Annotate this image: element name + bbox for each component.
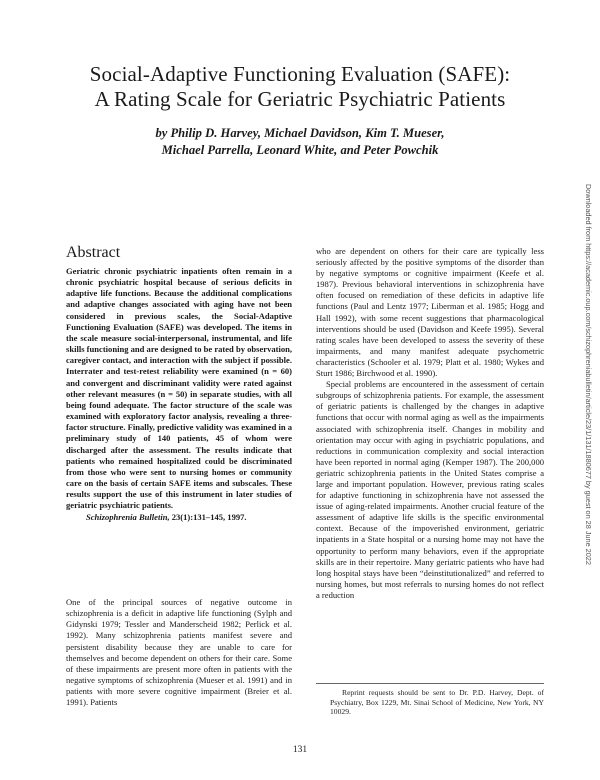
abstract-heading: Abstract (66, 244, 121, 261)
footnote: Reprint requests should be sent to Dr. P.D. Harvey, Dept. of Psychiatry, Box 1229, Mt. Sinai School of Medicine, New York, NY 10029. (330, 688, 544, 717)
download-sidebar (583, 184, 595, 624)
citation-details: 23(1):131–145, 1997. (169, 512, 247, 523)
title-line-1: Social-Adaptive Functioning Evaluation (SAFE): (89, 62, 511, 86)
authors-line-2: Michael Parrella, Leonard White, and Peter Powchik (161, 143, 439, 157)
title-line-2: A Rating Scale for Geriatric Psychiatric Patients (94, 87, 506, 111)
authors-line-1: by Philip D. Harvey, Michael Davidson, Kim T. Mueser, (155, 126, 445, 140)
abstract-citation (66, 512, 292, 523)
abstract-text: Geriatric chronic psychiatric inpatients often remain in a chronic psychiatric hospital because of serious deficits in adaptive life functions. Because the additional complications and adaptive changes associated with aging have not been considered in previous scales, the Social-Adaptive Functioning Evaluation (SAFE) was developed. The items in the scale measure social-interpersonal, instrumental, and life skills functioning and are designed to be rated by observation, caregiver contact, and interaction with the subject if possible. Interrater and test-retest reliability were examined (n = 60) and convergent and discriminant validity were rated against other relevant measures (n = 50) in separate studies, with all being found adequate. The factor structure of the scale was examined with exploratory factor analysis, revealing a three-factor structure. Finally, predictive validity was examined in a preliminary study of 140 patients, 45 of whom were discharged after the assessment. The results indicate that patients who remained hospitalized could be discriminated from those who were sent to nursing homes or community care on the basis of certain SAFE items and subscales. These results support the use of this instrument in later studies of geriatric psychiatric patients. (66, 266, 293, 511)
left-column-body (66, 597, 292, 709)
right-body-paragraph-2: Special problems are encountered in the assessment of certain subgroups of schizophrenia patients. For example, the assessment of geriatric patients is challenged by the changes in adaptive functions that occur with normal aging as well as the impairments associated with schizophrenia itself. Changes in mobility and orientation may occur with aging in psychiatric populations, and reductions in communication complexity and social interaction have been reported in normal aging (Kemper 1987). The 200,000 geriatric schizophrenia patients in the United States comprise a large and important population. However, previous rating scales for adaptive functioning in schizophrenia have not assessed the issue of aging-related impairments. Another crucial feature of the assessment of adaptive life skills is the specific environmental context. Because of the impoverished environment, geriatric inpatients in a State hospital or a nursing home may not have the opportunity to perform many behaviors, even if the appropriate skills are in their repertoire. Many geriatric patients who have had long hospital stays have been “deinstitutionalized” and referred to nursing homes, but most referrals to nursing homes do not reflect a reduction (316, 379, 544, 600)
download-notice: Downloaded from https://academic.oup.com/schizophreniabulletin/article/23/1/131/1880677 by guest on 28 June 2022 (584, 184, 593, 565)
right-body-paragraph-1: who are dependent on others for their care are typically less seriously affected by the positive symptoms of the disorder than by negative symptoms or cognitive impairment (Keefe et al. 1987). Previous behavioral interventions in schizophrenia have often focused on remediation of these deficits in adaptive life functions (Paul and Lentz 1977; Liberman et al. 1985; Hogg and Hall 1992), with some recent suggestions that pharmacological interventions should be used (Davidson and Keefe 1995). Several rating scales have been developed to assess the severity of these impairments, and many manifest adequate psychometric characteristics (Schooler et al. 1979; Platt et al. 1980; Wykes and Sturt 1986; Birchwood et al. 1990). (316, 246, 544, 379)
citation-journal: Schizophrenia Bulletin, (86, 512, 170, 523)
footnote-divider (316, 683, 544, 684)
abstract-body (66, 266, 292, 524)
article-title (30, 62, 570, 112)
author-list (40, 125, 560, 159)
right-column-body (316, 246, 544, 601)
page-number: 131 (292, 745, 308, 755)
left-body-paragraph: One of the principal sources of negative outcome in schizophrenia is a deficit in adaptive life functioning (Sylph and Gidynski 1979; Tessler and Manderscheid 1982; Perlick et al. 1992). Many schizophrenia patients manifest severe and persistent disability because they are unable to care for themselves and become dependent on others for their care. Some of these impairments are present more often in patients with the negative symptoms of schizophrenia (Mueser et al. 1991) and in patients with more severe cognitive impairment (Breier et al. 1991). Patients (66, 597, 292, 708)
